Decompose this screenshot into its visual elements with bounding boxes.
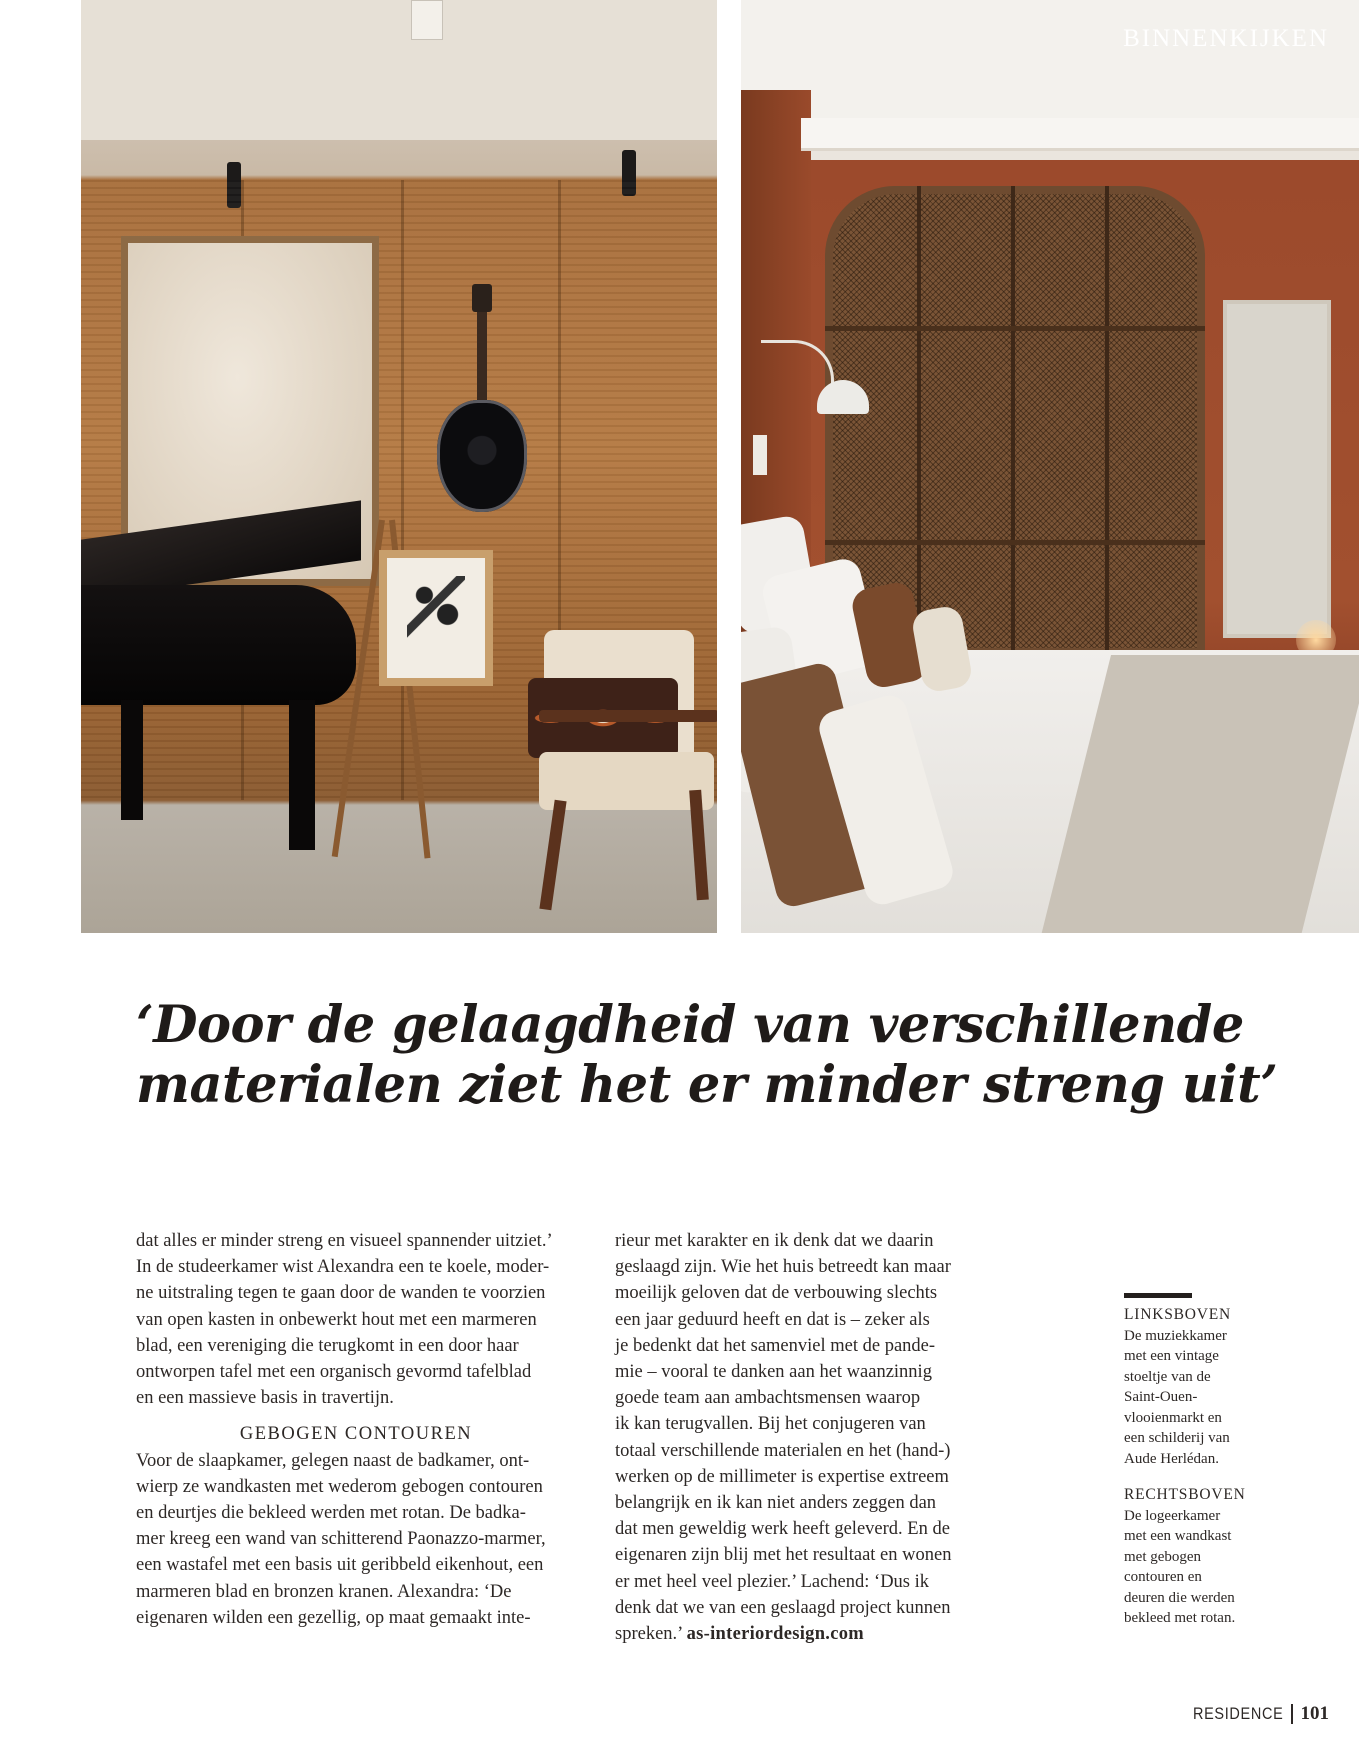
body-line: er met heel veel plezier.’ Lachend: ‘Dus ik xyxy=(615,1571,930,1592)
body-line: en deurtjes die bekleed werden met rotan. De badka- xyxy=(136,1503,526,1524)
body-column-1 xyxy=(136,1228,586,1631)
ceiling-light xyxy=(411,0,443,40)
subheading: GEBOGEN CONTOUREN xyxy=(239,1424,473,1445)
body-line: wierp ze wandkasten met wederom gebogen contouren xyxy=(136,1476,543,1497)
acoustic-guitar xyxy=(437,400,527,512)
body-line: ontworpen tafel met een organisch gevormd tafelblad xyxy=(136,1362,532,1383)
body-line: ik kan terugvallen. Bij het conjugeren van xyxy=(615,1414,926,1435)
body-line: blad, een vereniging die terugkomt in een door haar xyxy=(136,1335,519,1356)
body-line: ne uitstraling tegen te gaan door de wanden te voorzien xyxy=(136,1283,546,1304)
body-line: Voor de slaapkamer, gelegen naast de badkamer, ont- xyxy=(136,1450,530,1471)
body-line: belangrijk en ik kan niet anders zeggen dan xyxy=(615,1493,937,1514)
caption-line: contouren en xyxy=(1124,1569,1202,1585)
page-number: 101 xyxy=(1300,1703,1329,1724)
body-line: eigenaren zijn blij met het resultaat en wonen xyxy=(615,1545,952,1566)
body-line: werken op de millimeter is expertise extreem xyxy=(615,1466,949,1487)
body-line: van open kasten in onbewerkt hout met een marmeren xyxy=(136,1309,537,1330)
wardrobe-rail xyxy=(825,326,1205,331)
body-line: een jaar geduurd heeft en dat is – zeker als xyxy=(615,1309,930,1330)
grand-piano xyxy=(81,585,356,705)
section-tag: BINNENKIJKEN xyxy=(1123,25,1329,52)
wardrobe-door-seam xyxy=(917,186,921,656)
caption-line: Aude Herlédan. xyxy=(1124,1450,1219,1467)
website-link[interactable]: as-interiordesign.com xyxy=(686,1624,864,1645)
pull-quote-line: ‘Door de gelaagdheid van verschillende xyxy=(136,995,1244,1055)
caption-line: stoeltje van de xyxy=(1124,1368,1211,1385)
framed-print xyxy=(379,550,493,686)
caption-line: een schilderij van xyxy=(1124,1430,1230,1446)
body-line: marmeren blad en bronzen kranen. Alexandra: ‘De xyxy=(136,1581,512,1602)
guitar-head xyxy=(472,284,492,312)
piano-leg xyxy=(289,700,315,850)
caption-line: deuren die werden xyxy=(1124,1589,1235,1606)
caption-title-left: LINKSBOVEN xyxy=(1124,1306,1232,1323)
body-line: mie – vooral te danken aan het waanzinnig xyxy=(615,1362,932,1383)
caption-line: De logeerkamer xyxy=(1124,1507,1221,1524)
body-line-last xyxy=(615,1621,985,1647)
body-line: rieur met karakter en ik denk dat we daarin xyxy=(615,1231,934,1251)
pull-quote-line: materialen ziet het er minder streng uit’ xyxy=(136,1055,1278,1115)
caption-title-right: RECHTSBOVEN xyxy=(1124,1486,1246,1503)
caption-line: bekleed met rotan. xyxy=(1124,1610,1236,1626)
body-line: goede team aan ambachtsmensen waarop xyxy=(615,1388,921,1409)
body-line: dat alles er minder streng en visueel spannender uitziet.’ xyxy=(136,1231,553,1251)
ceiling-cornice xyxy=(801,118,1359,151)
body-line: je bedenkt dat het samenviel met de pande- xyxy=(615,1335,936,1356)
wardrobe-door-seam xyxy=(1105,186,1109,656)
wall-lamp-arm xyxy=(761,340,834,393)
body-line: geslaagd zijn. Wie het huis betreedt kan maar xyxy=(615,1257,951,1278)
chair-leg xyxy=(539,800,566,911)
caption-line: vlooienmarkt en xyxy=(1124,1409,1222,1426)
caption-line: met een vintage xyxy=(1124,1348,1219,1364)
chair-armrest xyxy=(539,710,717,722)
caption-line: met gebogen xyxy=(1124,1548,1202,1565)
piano-leg xyxy=(121,700,143,820)
footer-divider xyxy=(1291,1704,1293,1724)
wall-lamp-mount xyxy=(753,435,767,475)
guest-bedroom-photo xyxy=(741,0,1359,933)
body-column-2 xyxy=(615,1228,985,1647)
body-line: moeilijk geloven dat de verbouwing slechts xyxy=(615,1283,938,1304)
caption-line: De muziekkamer xyxy=(1124,1327,1227,1344)
magazine-name: RESIDENCE xyxy=(1192,1704,1283,1723)
caption-rule xyxy=(1124,1293,1192,1298)
photo-captions xyxy=(1124,1305,1324,1629)
body-line-end: spreken.’ xyxy=(615,1624,682,1645)
open-doorway xyxy=(1223,300,1331,638)
pull-quote xyxy=(136,995,1278,1115)
caption-line: met een wandkast xyxy=(1124,1528,1232,1544)
body-line: mer kreeg een wand van schitterend Paonazzo-marmer, xyxy=(136,1529,546,1550)
music-room-photo xyxy=(81,0,717,933)
body-line: denk dat we van een geslaagd project kunnen xyxy=(615,1597,951,1618)
body-line: en een massieve basis in travertijn. xyxy=(136,1388,394,1409)
wardrobe-door-seam xyxy=(1011,186,1015,656)
wall-panel-seam xyxy=(401,180,404,800)
body-line: eigenaren wilden een gezellig, op maat gemaakt inte- xyxy=(136,1607,531,1628)
page-footer xyxy=(1177,1703,1329,1725)
body-line: In de studeerkamer wist Alexandra een te koele, moder- xyxy=(136,1257,550,1278)
wardrobe-rail xyxy=(825,540,1205,545)
body-line: totaal verschillende materialen en het (hand-) xyxy=(615,1440,951,1461)
body-line: een wastafel met een basis uit geribbeld eikenhout, een xyxy=(136,1555,544,1576)
caption-line: Saint-Ouen- xyxy=(1124,1389,1198,1405)
body-line: dat men geweldig werk heeft geleverd. En de xyxy=(615,1519,950,1540)
